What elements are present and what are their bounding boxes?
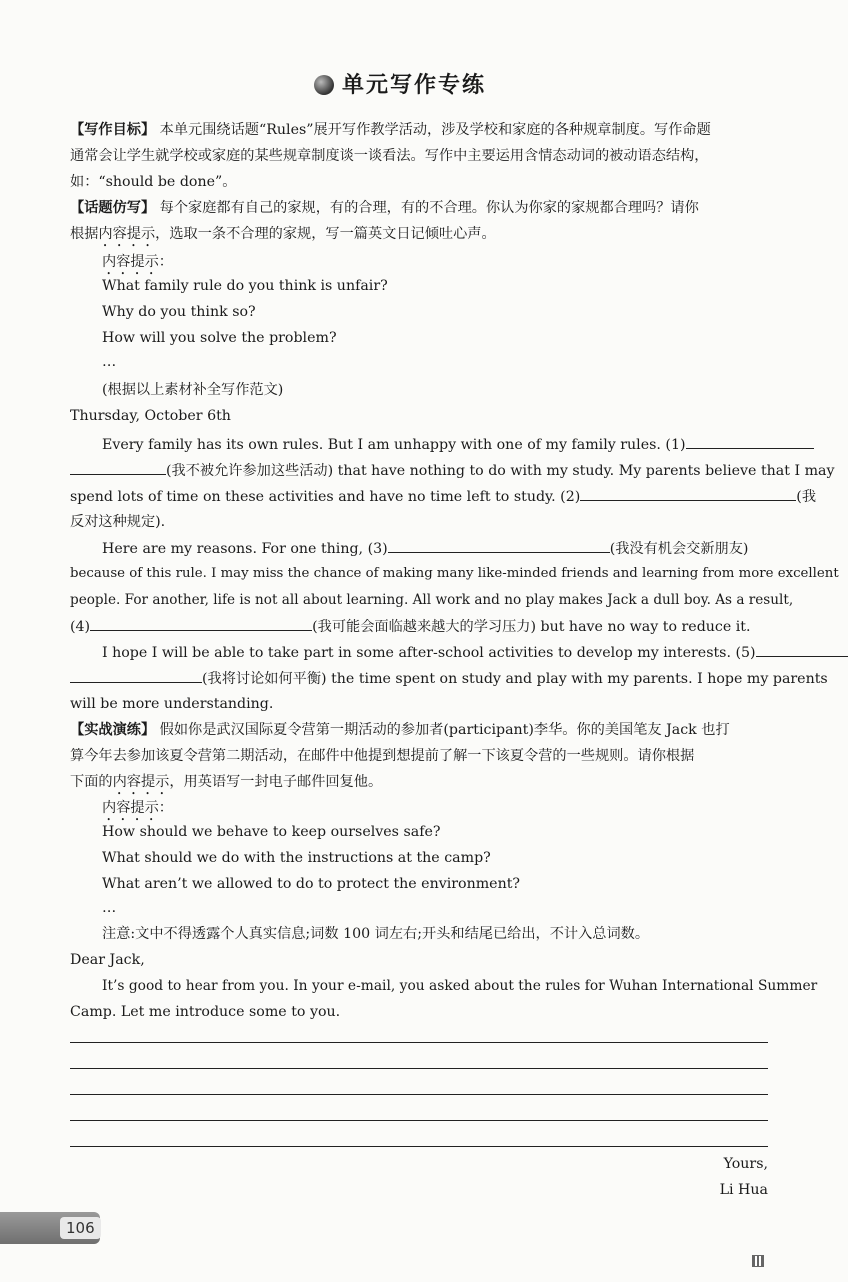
practice-line-1: 【实战演练】 假如你是武汉国际夏令营第一期活动的参加者(participant)李华。你的美国笔友 Jack 也打 bbox=[70, 722, 730, 738]
diary-para-1-line-3: spend lots of time on these activities and have no time left to study. (2) (我 bbox=[70, 486, 766, 507]
blank-5-start[interactable] bbox=[756, 642, 848, 657]
letter-body-line-2: Camp. Let me introduce some to you. bbox=[70, 1004, 341, 1020]
title-badge-icon bbox=[314, 75, 334, 95]
writing-goal-line-3: 如：“should be done”。 bbox=[70, 174, 237, 190]
diary-para-3-line-2: (我将讨论如何平衡) the time spent on study and play with my parents. I hope my parents bbox=[70, 668, 766, 689]
practice-hint-label: 内容提示： bbox=[102, 800, 173, 816]
topic-imitation-tag: 【话题仿写】 bbox=[70, 200, 156, 216]
diary-para-1-line-4: 反对这种规定). bbox=[70, 514, 166, 530]
blank-5-end[interactable] bbox=[70, 668, 202, 683]
letter-greeting: Dear Jack, bbox=[70, 952, 145, 968]
blank-1-start[interactable] bbox=[686, 434, 814, 449]
letter-body-line-1: It’s good to hear from you. In your e-mail, you asked about the rules for Wuhan International Summer bbox=[102, 978, 818, 994]
letter-signature: Li Hua bbox=[719, 1182, 768, 1198]
hint-question-3: How will you solve the problem? bbox=[102, 330, 337, 346]
writing-goal-tag: 【写作目标】 bbox=[70, 122, 156, 138]
sample-note: (根据以上素材补全写作范文) bbox=[102, 382, 284, 398]
page-title: 单元写作专练 bbox=[0, 68, 800, 99]
topic-imitation-line-2: 根据内容提示，选取一条不合理的家规，写一篇英文日记倾吐心声。 bbox=[70, 226, 496, 242]
diary-para-2-line-4: (4) (我可能会面临越来越大的学习压力) but have no way to reduce it. bbox=[70, 616, 766, 637]
qr-code-icon bbox=[752, 1255, 764, 1267]
writing-goal-line-1: 【写作目标】 本单元围绕话题“Rules”展开写作教学活动，涉及学校和家庭的各种规章制度。写作命题 bbox=[70, 122, 711, 138]
diary-date: Thursday, October 6th bbox=[70, 408, 231, 424]
writing-line-5[interactable] bbox=[70, 1146, 768, 1147]
diary-para-2-line-2: because of this rule. I may miss the chance of making many like-minded friends and learning from more excellent bbox=[70, 566, 839, 581]
hint-question-2: Why do you think so? bbox=[102, 304, 256, 320]
writing-line-4[interactable] bbox=[70, 1120, 768, 1121]
practice-question-1: How should we behave to keep ourselves safe? bbox=[102, 824, 441, 840]
writing-goal-line-2: 通常会让学生就学校或家庭的某些规章制度谈一谈看法。写作中主要运用含情态动词的被动语态结构， bbox=[70, 148, 709, 164]
writing-line-3[interactable] bbox=[70, 1094, 768, 1095]
diary-para-3-line-3: will be more understanding. bbox=[70, 696, 274, 712]
practice-line-2: 算今年去参加该夏令营第二期活动，在邮件中他提到想提前了解一下该夏令营的一些规则。请你根据 bbox=[70, 748, 695, 764]
topic-imitation-line-1: 【话题仿写】 每个家庭都有自己的家规，有的合理，有的不合理。你认为你家的家规都合理吗？请你 bbox=[70, 200, 699, 216]
practice-question-3: What aren’t we allowed to do to protect the environment? bbox=[102, 876, 521, 892]
writing-line-2[interactable] bbox=[70, 1068, 768, 1069]
diary-para-2-line-1: Here are my reasons. For one thing, (3) (我没有机会交新朋友) bbox=[102, 538, 766, 559]
blank-2[interactable] bbox=[580, 486, 796, 501]
practice-note: 注意:文中不得透露个人真实信息;词数 100 词左右;开头和结尾已给出，不计入总词数。 bbox=[102, 926, 650, 942]
hint-label: 内容提示： bbox=[102, 254, 173, 270]
diary-para-1-line-2: (我不被允许参加这些活动) that have nothing to do with my study. My parents believe that I may bbox=[70, 460, 766, 481]
letter-closing: Yours, bbox=[723, 1156, 768, 1172]
blank-3[interactable] bbox=[388, 538, 610, 553]
hint-question-1: What family rule do you think is unfair? bbox=[102, 278, 388, 294]
blank-1-end[interactable] bbox=[70, 460, 166, 475]
diary-para-2-line-3: people. For another, life is not all about learning. All work and no play makes Jack a dull boy. As a result, bbox=[70, 592, 794, 608]
page-number: 106 bbox=[60, 1217, 101, 1239]
diary-para-3-line-1: I hope I will be able to take part in some after-school activities to develop my interests. (5) bbox=[102, 642, 766, 663]
practice-tag: 【实战演练】 bbox=[70, 722, 156, 738]
hint-ellipsis: … bbox=[102, 354, 117, 370]
practice-ellipsis: … bbox=[102, 900, 117, 916]
practice-line-3: 下面的内容提示，用英语写一封电子邮件回复他。 bbox=[70, 774, 383, 790]
diary-para-1-line-1: Every family has its own rules. But I am unhappy with one of my family rules. (1) bbox=[102, 434, 766, 455]
practice-question-2: What should we do with the instructions at the camp? bbox=[102, 850, 491, 866]
writing-line-1[interactable] bbox=[70, 1042, 768, 1043]
blank-4[interactable] bbox=[90, 616, 312, 631]
